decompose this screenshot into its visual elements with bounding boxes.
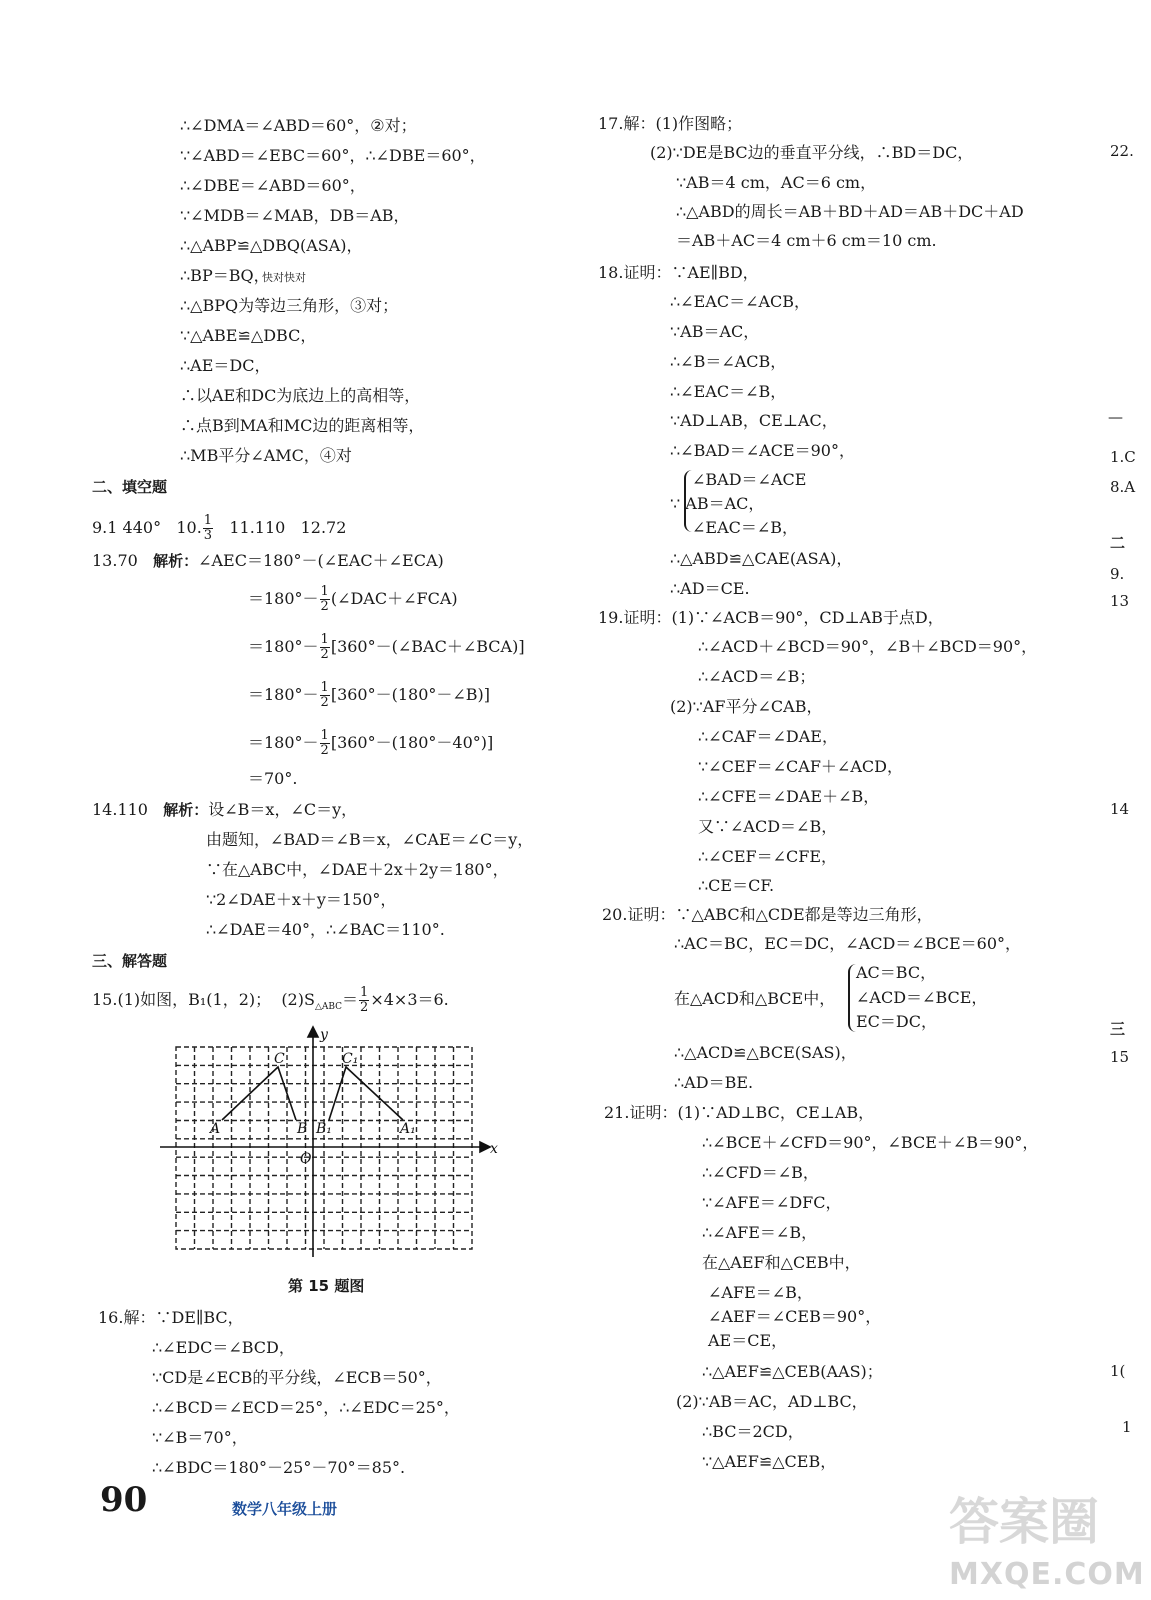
text-line: (2)∵AF平分∠CAB，	[670, 697, 823, 716]
text-line: ∴BP＝BQ，	[180, 266, 270, 285]
text-line: ∵∠MDB＝∠MAB，DB＝AB，	[180, 206, 410, 225]
q13-step: ＝180°－ $\frac{1}{2}$ [360°－(∠BAC＋∠BCA)]	[248, 632, 525, 662]
text-line: ∵AD⊥AB，CE⊥AC，	[670, 411, 838, 430]
text-line: ∵AB＝4 cm，AC＝6 cm，	[676, 173, 877, 192]
text-line: 16.解：∵DE∥BC，	[98, 1308, 244, 1327]
text-line: ∵△ABE≌△DBC，	[180, 326, 317, 345]
text-line: ∴AD＝CE.	[670, 579, 750, 598]
label-c: C	[274, 1051, 285, 1067]
coordinate-grid-figure	[160, 1025, 590, 1260]
fragment: 二	[1110, 534, 1126, 552]
text-line: ∵CD是∠ECB的平分线，∠ECB＝50°，	[152, 1368, 442, 1387]
text-line: ∴∠DMA＝∠ABD＝60°，②对；	[180, 116, 417, 135]
text-line: 21.证明：(1)∵AD⊥BC，CE⊥AB，	[604, 1103, 875, 1122]
text-line: ∴∠BAD＝∠ACE＝90°，	[670, 441, 855, 460]
text-line: 在△AEF和△CEB中，	[702, 1253, 861, 1272]
q13-step: ＝180°－ $\frac{1}{2}$ [360°－(180°－∠B)]	[248, 680, 491, 710]
q15-line: 15.(1)如图，B₁(1，2)； $(2)S_{\triangle ABC}=$ $\frac{1}{2}$ ×4×3＝6.	[92, 985, 449, 1015]
text-line: ∴△ACD≌△BCE(SAS)，	[674, 1043, 857, 1062]
handwriting-note: 快对快对	[262, 271, 306, 284]
text-line: ∴∠BCE＋∠CFD＝90°，∠BCE＋∠B＝90°，	[702, 1133, 1039, 1152]
text-line: 在△ACD和△BCE中，	[674, 989, 836, 1008]
text-line: 19.证明：(1)∵∠ACB＝90°，CD⊥AB于点D，	[598, 608, 944, 627]
q13-step: ＝70°.	[248, 769, 298, 788]
watermark-logo	[949, 1482, 1145, 1592]
page-number: 90	[100, 1480, 148, 1520]
triangle-a1b1c1	[329, 1067, 403, 1120]
label-origin: O	[300, 1151, 312, 1167]
text-line: ∠EAC＝∠B，	[692, 518, 799, 537]
q13-head: 13.70 解析：∠AEC＝180°－(∠EAC＋∠ECA)	[92, 551, 444, 570]
text-line: 17.解：(1)作图略；	[598, 114, 743, 133]
label-a: A	[210, 1121, 221, 1137]
label-a1: A₁	[400, 1121, 416, 1137]
fill-12: 12.72	[300, 518, 347, 537]
text-line: AC＝BC，	[856, 963, 937, 982]
text-line: ∵∠ABD＝∠EBC＝60°，∴∠DBE＝60°，	[180, 146, 486, 165]
fragment: 13	[1110, 592, 1130, 610]
text-line: 20.证明：∵△ABC和△CDE都是等边三角形，	[602, 905, 933, 924]
q14-step: ∵在△ABC中，∠DAE＋2x＋2y＝180°，	[206, 860, 509, 879]
text-line: ∴CE＝CF.	[698, 876, 775, 895]
text-line: ∴∠CFD＝∠B，	[702, 1163, 819, 1182]
brace	[848, 964, 856, 1032]
label-b1: B₁	[316, 1121, 332, 1137]
text-line: ∴以AE和DC为底边上的高相等，	[180, 386, 421, 405]
fragment: 8.A	[1110, 478, 1136, 496]
text-line: 18.证明：∵AE∥BD，	[598, 263, 759, 282]
text-line: ∴∠CAF＝∠DAE，	[698, 727, 838, 746]
text-line: ∵△AEF≌△CEB，	[702, 1452, 837, 1471]
text-line: ∴△ABD的周长＝AB＋BD＋AD＝AB＋DC＋AD	[676, 202, 1024, 221]
fragment: 1(	[1110, 1362, 1126, 1380]
text-line: ∴∠BCD＝∠ECD＝25°，∴∠EDC＝25°，	[152, 1398, 460, 1417]
text-line: ∴AE＝DC，	[180, 356, 271, 375]
text-line: ∴MB平分∠AMC，④对	[180, 446, 352, 465]
text-line: ∴∠EAC＝∠ACB，	[670, 292, 811, 311]
x-axis-arrow-icon	[480, 1142, 490, 1152]
text-line: (2)∵AB＝AC，AD⊥BC，	[676, 1392, 868, 1411]
text-line: ∠ACD＝∠BCE，	[856, 988, 988, 1007]
text-line: ∵∠AFE＝∠DFC，	[702, 1193, 842, 1212]
text-line: ∴点B到MA和MC边的距离相等，	[180, 416, 425, 435]
fragment: —	[1108, 408, 1123, 426]
text-line: ∴∠DBE＝∠ABD＝60°，	[180, 176, 366, 195]
q14-step: ∵2∠DAE＋x＋y＝150°，	[206, 890, 397, 909]
label-y: y	[320, 1027, 328, 1043]
label-c1: C₁	[342, 1051, 359, 1067]
text-line: ∠BAD＝∠ACE	[692, 470, 807, 489]
dashed-grid	[176, 1047, 472, 1249]
text-line: ＝AB＋AC＝4 cm＋6 cm＝10 cm.	[676, 231, 937, 250]
watermark-text: MXQE.COM	[949, 1557, 1145, 1592]
text-line: ∴∠EDC＝∠BCD，	[152, 1338, 295, 1357]
text-line: ∵∠CEF＝∠CAF＋∠ACD，	[698, 757, 903, 776]
fragment: 15	[1110, 1048, 1130, 1066]
figure-caption: 第 15 题图	[288, 1277, 365, 1295]
text-line: ∠AFE＝∠B，	[708, 1283, 813, 1302]
fragment: 1	[1122, 1418, 1132, 1436]
fill-11: 11.110	[229, 518, 286, 537]
text-line: EC＝DC，	[856, 1012, 937, 1031]
text-line: ∴△AEF≌△CEB(AAS)；	[702, 1362, 883, 1381]
q14-step: ∴∠DAE＝40°，∴∠BAC＝110°.	[206, 920, 445, 939]
text-line: AE＝CE，	[708, 1331, 788, 1350]
text-line: ∴△ABP≌△DBQ(ASA)，	[180, 236, 363, 255]
text-line: ∴BC＝2CD，	[702, 1422, 804, 1441]
text-line: ∴∠ACD＋∠BCD＝90°，∠B＋∠BCD＝90°，	[698, 637, 1038, 656]
text-line: ∴∠CFE＝∠DAE＋∠B，	[698, 787, 880, 806]
q13-step: ＝180°－ $\frac{1}{2}$ [360°－(180°－40°)]	[248, 728, 494, 758]
text-line: ∠AEF＝∠CEB＝90°，	[708, 1307, 882, 1326]
text-line: ∴∠BDC＝180°－25°－70°＝85°.	[152, 1458, 406, 1477]
text-line: ∴AC＝BC，EC＝DC，∠ACD＝∠BCE＝60°，	[674, 934, 1022, 953]
text-line: ∵∠B＝70°，	[152, 1428, 248, 1447]
fragment: 14	[1110, 800, 1130, 818]
text-line: ∴△BPQ为等边三角形，③对；	[180, 296, 399, 315]
fragment: 9.	[1110, 565, 1125, 583]
fill-9: 9.1 440°	[92, 518, 162, 537]
text-line: ∴∠CEF＝∠CFE，	[698, 847, 838, 866]
triangle-abc	[222, 1067, 296, 1120]
section-heading-fill: 二、填空题	[92, 478, 168, 496]
fill-10: 10. $\frac{1}{3}$	[176, 513, 213, 543]
book-title: 数学八年级上册	[232, 1500, 338, 1518]
fragment: 1.C	[1110, 448, 1136, 466]
q14-step: 由题知，∠BAD＝∠B＝x，∠CAE＝∠C＝y，	[206, 830, 534, 849]
section-heading-solve: 三、解答题	[92, 952, 168, 970]
text-line: ∵AB＝AC，	[670, 322, 760, 341]
label-x: x	[490, 1141, 498, 1157]
text-line: ∴∠AFE＝∠B，	[702, 1223, 818, 1242]
text-line: ∴△ABD≌△CAE(ASA)，	[670, 549, 853, 568]
text-line: ∴AD＝BE.	[674, 1073, 754, 1092]
fill-answers	[92, 514, 346, 543]
text-line: ∵ AB＝AC，	[670, 494, 765, 513]
axes	[160, 1027, 490, 1257]
label-b: B	[297, 1121, 308, 1137]
q14-head: 14.110 解析：设∠B＝x，∠C＝y，	[92, 800, 358, 819]
fragment: 22.	[1110, 142, 1134, 160]
text-line: (2)∵DE是BC边的垂直平分线，∴BD＝DC，	[650, 143, 974, 162]
text-line: ∴∠EAC＝∠B，	[670, 382, 787, 401]
text-line: 又∵∠ACD＝∠B，	[698, 817, 838, 836]
text-line: ∴∠B＝∠ACB，	[670, 352, 787, 371]
y-axis-arrow-icon	[308, 1027, 318, 1037]
fragment: 三	[1110, 1020, 1126, 1038]
q13-step: ＝180°－ $\frac{1}{2}$ (∠DAC＋∠FCA)	[248, 584, 458, 614]
watermark-top: 答案圈	[949, 1493, 1099, 1551]
text-line: ∴∠ACD＝∠B；	[698, 667, 816, 686]
